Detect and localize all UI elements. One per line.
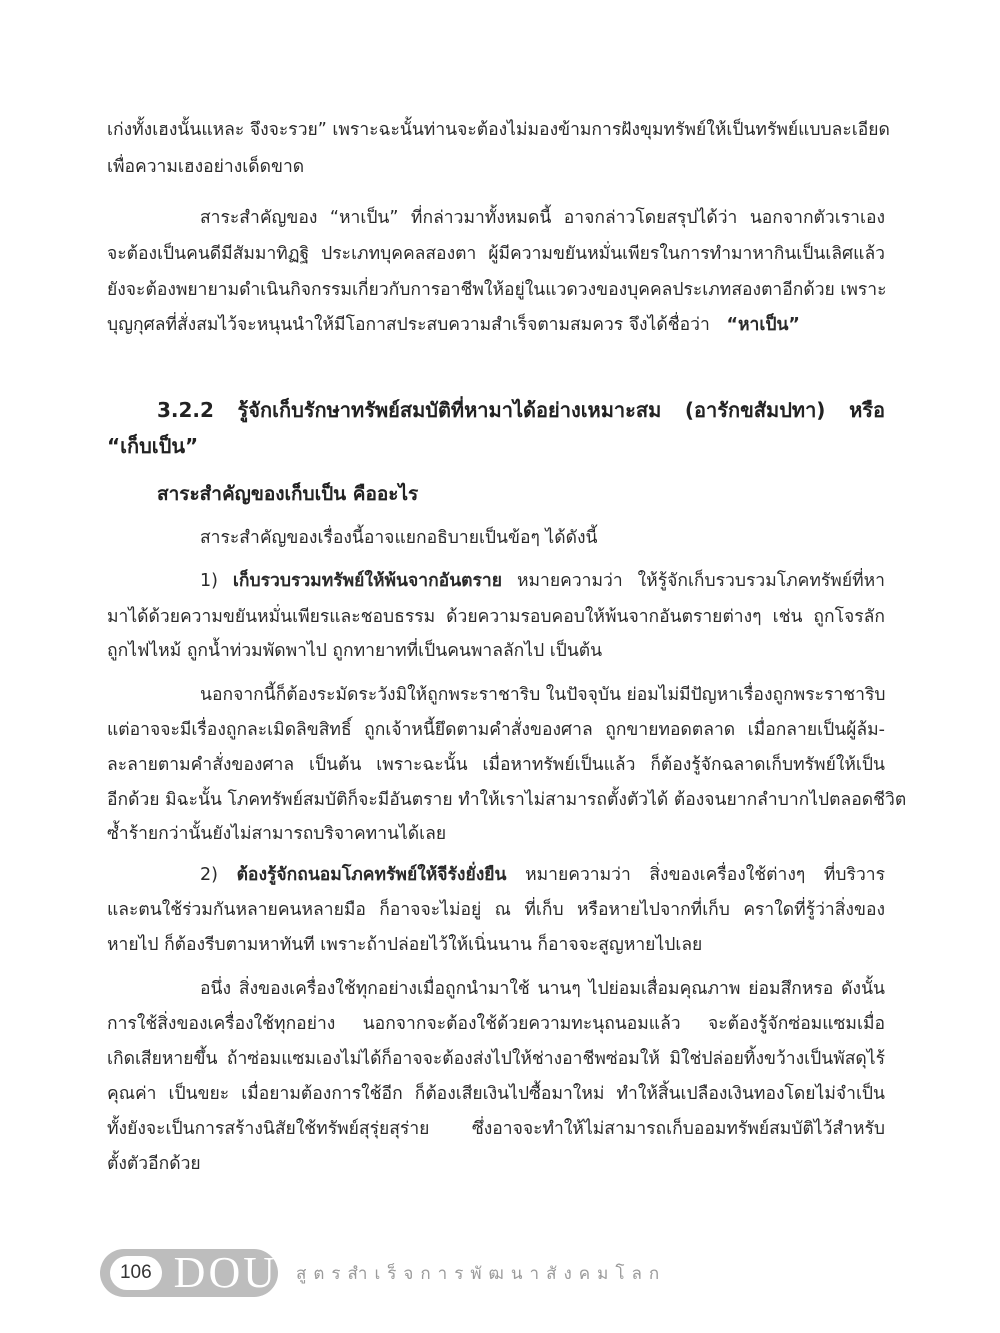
paragraph-line [107, 313, 800, 337]
paragraph-line: ตั้งตัวอีกด้วย [107, 1154, 201, 1174]
page-number: 106 [110, 1256, 162, 1290]
section-heading-cont: “เก็บเป็น” [107, 434, 199, 458]
section-heading: 3.2.2 รู้จักเก็บรักษาทรัพย์สมบัติที่หามาได้อย่างเหมาะสม (อารักขสัมปทา) หรือ [157, 398, 885, 422]
emphasis-text: “หาเป็น” [726, 315, 800, 335]
book-title: สูตรสำเร็จการพัฒนาสังคมโลก [296, 1263, 667, 1284]
paragraph-text: บุญกุศลที่สั่งสมไว้จะหนุนนำให้มีโอกาสประสบความสำเร็จตามสมควร จึงได้ชื่อว่า [107, 315, 710, 335]
paragraph-line: อีกด้วย มิฉะนั้น โภคทรัพย์สมบัติก็จะมีอันตราย ทำให้เราไม่สามารถตั้งตัวได้ ต้องจนยากลำบากไปตลอดชีวิต [107, 790, 907, 810]
footer-badge [100, 1249, 278, 1297]
list-item-line [200, 569, 885, 593]
item-number: 1) [200, 571, 218, 591]
paragraph-line: หายไป ก็ต้องรีบตามหาทันที เพราะถ้าปล่อยไว้ให้เนิ่นนาน ก็อาจจะสูญหายไปเลย [107, 935, 703, 955]
paragraph-line: จะต้องเป็นคนดีมีสัมมาทิฏฐิ ประเภทบุคคลสองตา ผู้มีความขยันหมั่นเพียรในการทำมาหากินเป็นเลิศแล้ว [107, 244, 885, 264]
list-item-line [200, 863, 885, 887]
paragraph-line: มาได้ด้วยความขยันหมั่นเพียรและชอบธรรม ด้วยความรอบคอบให้พ้นจากอันตรายต่างๆ เช่น ถูกโจรลัก [107, 607, 885, 627]
paragraph-line: ละลายตามคำสั่งของศาล เป็นต้น เพราะฉะนั้น เมื่อหาทรัพย์เป็นแล้ว ก็ต้องรู้จักฉลาดเก็บทรัพย์ให้เป็น [107, 755, 885, 775]
item-title: ต้องรู้จักถนอมโภคทรัพย์ให้จีรังยั่งยืน [236, 865, 507, 885]
paragraph-line: สาระสำคัญของ “หาเป็น” ที่กล่าวมาทั้งหมดนี้ อาจกล่าวโดยสรุปได้ว่า นอกจากตัวเราเอง [200, 208, 885, 228]
page-footer [100, 1249, 666, 1297]
paragraph-line: เพื่อความเฮงอย่างเด็ดขาด [107, 157, 305, 177]
paragraph-line: อนึ่ง สิ่งของเครื่องใช้ทุกอย่างเมื่อถูกนำมาใช้ นานๆ ไปย่อมเสื่อมคุณภาพ ย่อมสึกหรอ ดังนั้น [200, 979, 885, 999]
subheading: สาระสำคัญของเก็บเป็น คืออะไร [157, 483, 419, 505]
paragraph-line: คุณค่า เป็นขยะ เมื่อยามต้องการใช้อีก ก็ต้องเสียเงินไปซื้อมาใหม่ ทำให้สิ้นเปลืองเงินทองโดยไม่จำเป็น [107, 1084, 885, 1104]
paragraph-line: นอกจากนี้ก็ต้องระมัดระวังมิให้ถูกพระราชาริบ ในปัจจุบัน ย่อมไม่มีปัญหาเรื่องถูกพระราชาริบ [200, 685, 886, 705]
item-text: หมายความว่า ให้รู้จักเก็บรวบรวมโภคทรัพย์ที่หา [516, 571, 885, 591]
paragraph-line: สาระสำคัญของเรื่องนี้อาจแยกอธิบายเป็นข้อๆ ได้ดังนี้ [200, 528, 598, 548]
paragraph-line: ยังจะต้องพยายามดำเนินกิจกรรมเกี่ยวกับการอาชีพให้อยู่ในแวดวงของบุคคลประเภทสองตาอีกด้วย เพราะ [107, 280, 887, 300]
paragraph-line: ซ้ำร้ายกว่านั้นยังไม่สามารถบริจาคทานได้เลย [107, 824, 447, 844]
item-number: 2) [200, 865, 218, 885]
paragraph-line: เก่งทั้งเฮงนั้นแหละ จึงจะรวย” เพราะฉะนั้นท่านจะต้องไม่มองข้ามการฝังขุมทรัพย์ให้เป็นทรัพย์แบบละเอียด [107, 120, 890, 140]
item-text: หมายความว่า สิ่งของเครื่องใช้ต่างๆ ที่บริวาร [525, 865, 885, 885]
paragraph-line: ถูกไฟไหม้ ถูกน้ำท่วมพัดพาไป ถูกทายาทที่เป็นคนพาลลักไป เป็นต้น [107, 641, 603, 661]
paragraph-line: แต่อาจจะมีเรื่องถูกละเมิดลิขสิทธิ์ ถูกเจ้าหนี้ยึดตามคำสั่งของศาล ถูกขายทอดตลาด เมื่อกลายเป็นผู้ล้ม- [107, 720, 885, 740]
paragraph-line: และตนใช้ร่วมกันหลายคนหลายมือ ก็อาจจะไม่อยู่ ณ ที่เก็บ หรือหายไปจากที่เก็บ คราใดที่รู้ว่าสิ่งของ [107, 900, 885, 920]
item-title: เก็บรวบรวมทรัพย์ให้พ้นจากอันตราย [232, 571, 503, 591]
paragraph-line: ทั้งยังจะเป็นการสร้างนิสัยใช้ทรัพย์สุรุ่ยสุร่าย ซึ่งอาจจะทำให้ไม่สามารถเก็บออมทรัพย์สมบัติไว้สำหรับ [107, 1119, 885, 1139]
paragraph-line: การใช้สิ่งของเครื่องใช้ทุกอย่าง นอกจากจะต้องใช้ด้วยความทะนุถนอมแล้ว จะต้องรู้จักซ่อมแซมเมื่อ [107, 1014, 885, 1034]
dou-logo: DOU [173, 1248, 278, 1297]
paragraph-line: เกิดเสียหายขึ้น ถ้าซ่อมแซมเองไม่ได้ก็อาจจะต้องส่งไปให้ช่างอาชีพซ่อมให้ มิใช่ปล่อยทิ้งขว้างเป็นพัสดุไร้ [107, 1049, 885, 1069]
